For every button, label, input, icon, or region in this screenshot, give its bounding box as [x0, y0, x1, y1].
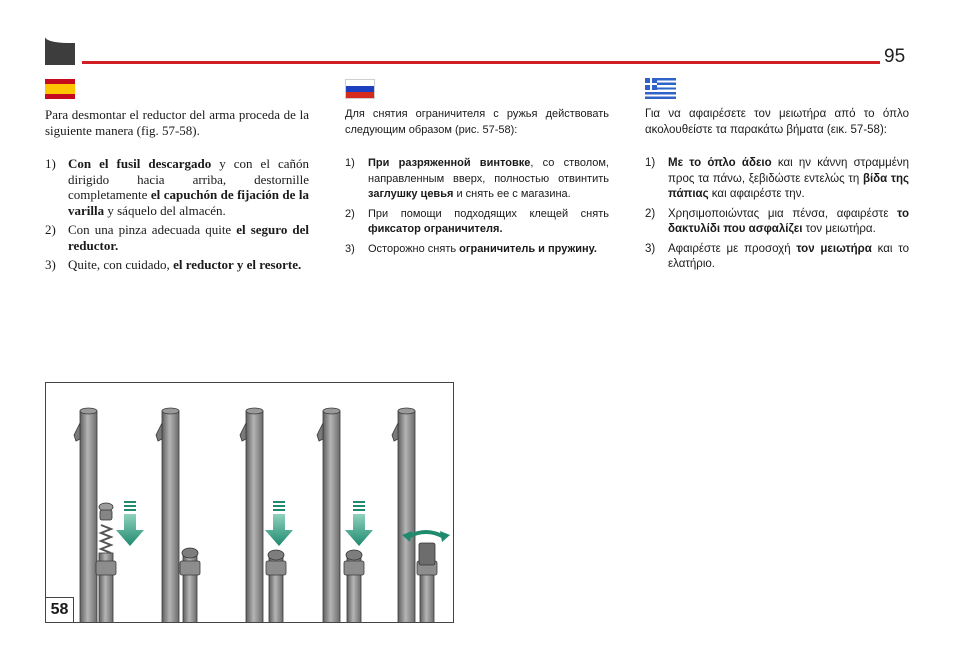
column-russian: [345, 107, 609, 261]
down-arrow-icon: [116, 501, 144, 546]
rod-icon: [266, 550, 286, 623]
step-item: 1) Con el fusil descargado y con el cañón dirigido hacia arriba, destornille completamente el capuchón de fijación de la varilla y sáquelo del almacén.: [45, 156, 309, 218]
step-item: 2) При помощи подходящих клещей снять фиксатор ограничителя.: [345, 207, 609, 235]
step-item: 2) Χρησιμοποιώντας μια πένσα, αφαιρέστε το δακτυλίδι που ασφαλίζει τον μειωτήρα.: [645, 207, 909, 235]
rod-icon: [344, 550, 364, 623]
rotate-arrow-icon: [402, 531, 450, 542]
column-spanish: [45, 107, 309, 277]
rod-icon: [417, 543, 437, 623]
intro-text: Для снятия ограничителя с ружья действовать следующим образом (рис. 57-58):: [345, 108, 609, 136]
down-arrow-icon: [265, 501, 293, 546]
step-item: 3) Quite, con cuidado, el reductor y el resorte.: [45, 257, 302, 272]
intro-text: Για να αφαιρέσετε τον μειωτήρα από το όπλο ακολουθείστε τα παρακάτω βήματα (εικ. 57-58):: [645, 108, 909, 136]
page-number: 95: [884, 46, 906, 67]
intro-text: Para desmontar el reductor del arma proceda de la siguiente manera (fig. 57-58).: [45, 107, 309, 138]
header-rule: [82, 61, 880, 64]
header-logo-tab: [45, 37, 75, 65]
rod-icon: [392, 408, 415, 623]
figure-58: [45, 382, 454, 623]
step-item: 1) При разряженной винтовке, со стволом, направленным вверх, полностью отвинтить заглушку цевья и снять ее с магазина.: [345, 157, 609, 200]
spring-icon: [99, 503, 113, 553]
step-item: 2) Con una pinza adecuada quite el seguro del reductor.: [45, 222, 310, 253]
figure-number: 58: [46, 597, 74, 622]
step-item: 3) Осторожно снять ограничитель и пружину.: [345, 242, 597, 255]
column-greek: [645, 107, 909, 277]
down-arrow-icon: [345, 501, 373, 546]
rod-icon: [317, 408, 340, 623]
russia-flag-icon: [345, 79, 375, 99]
spain-flag-icon: [45, 79, 75, 99]
rod-icon: [180, 548, 200, 623]
figure-illustration: [46, 383, 454, 623]
rod-icon: [96, 553, 116, 623]
greece-flag-icon: [645, 78, 676, 99]
rod-icon: [74, 408, 97, 623]
step-item: 1) Με το όπλο άδειο και ην κάννη στραμμένη προς τα πάνω, ξεβιδώστε εντελώς τη βίδα της πάπιας και αφαιρέστε την.: [645, 157, 910, 200]
rod-icon: [156, 408, 179, 623]
step-item: 3) Αφαιρέστε με προσοχή τον μειωτήρα και το ελατήριο.: [645, 242, 909, 270]
rod-icon: [240, 408, 263, 623]
